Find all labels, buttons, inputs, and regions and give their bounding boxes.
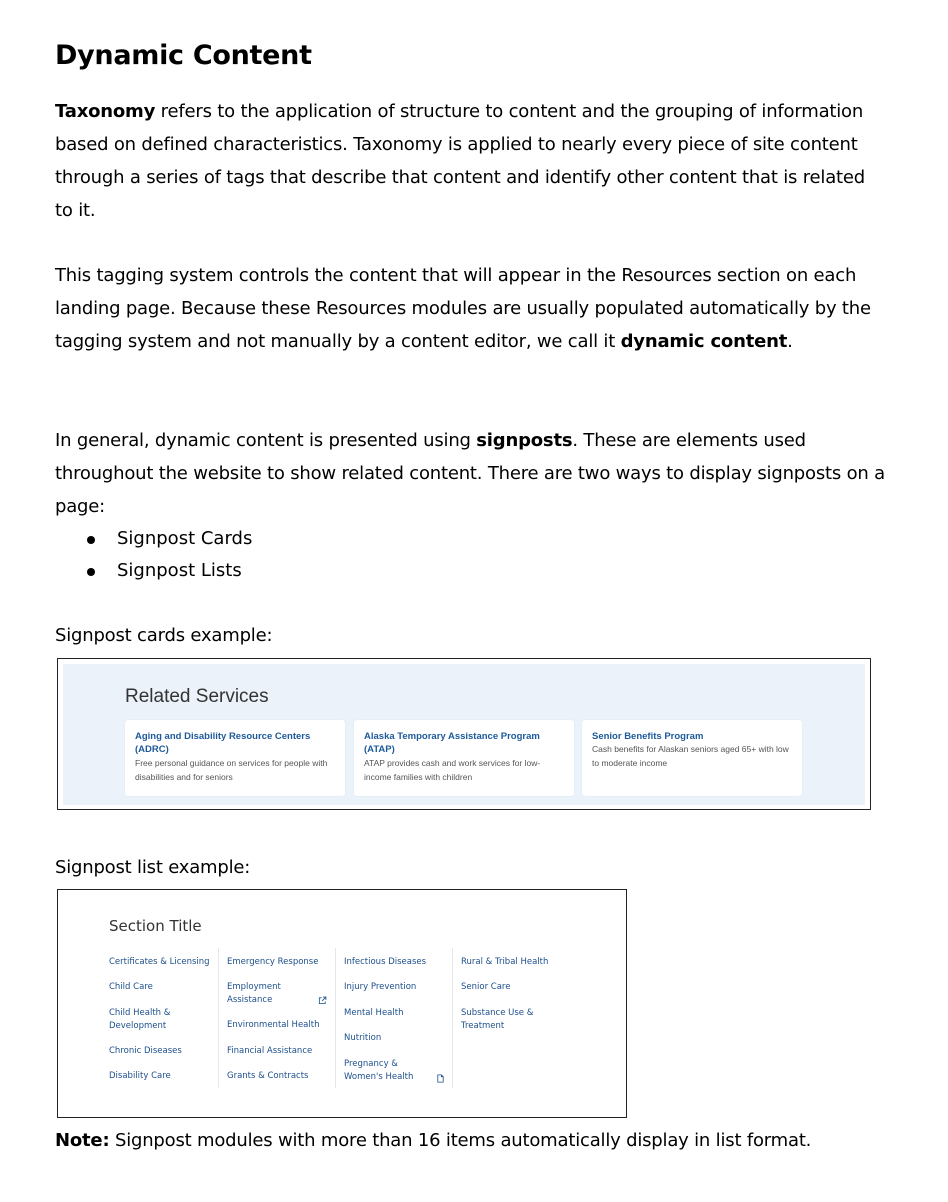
list-link[interactable]: Chronic Diseases	[109, 1046, 182, 1056]
list-link[interactable]: Employment Assistance	[227, 982, 281, 1005]
page-title: Dynamic Content	[55, 40, 312, 71]
paragraph-text: . These are elements used throughout the website to show related content. There are two ways to display signposts on a page:	[55, 430, 885, 517]
paragraph-text: This tagging system controls the content that will appear in the Resources section on each landing page. Because these Resources modules are usually populated automatically by the tagging system and not manually by a content editor, we call it	[55, 265, 871, 352]
signposts-paragraph	[55, 424, 885, 523]
note	[55, 1130, 811, 1151]
list-link[interactable]: Nutrition	[344, 1033, 382, 1043]
list-link[interactable]: Financial Assistance	[227, 1046, 313, 1056]
list-item-label: Signpost Lists	[117, 560, 242, 581]
signpost-card[interactable]	[125, 720, 345, 796]
list-link[interactable]: Child Health & Development	[109, 1008, 171, 1031]
taxonomy-paragraph	[55, 95, 885, 227]
list-link[interactable]: Disability Care	[109, 1071, 171, 1081]
list-column	[109, 948, 226, 1088]
list-link[interactable]: Emergency Response	[227, 957, 319, 967]
list-item	[85, 555, 252, 587]
list-item-label: Signpost Cards	[117, 528, 253, 549]
list-link[interactable]: Injury Prevention	[344, 982, 417, 992]
paragraph-text: refers to the application of structure to content and the grouping of information based on defined characteristics. Taxonomy is applied to nearly every piece of site content through a series of tags that describe that content and identify other content that is related to it.	[55, 101, 866, 221]
list-item	[85, 523, 252, 555]
bold-term: Taxonomy	[55, 101, 156, 122]
bold-term: dynamic content	[620, 331, 788, 352]
signpost-types-list	[85, 523, 252, 587]
list-link[interactable]: Mental Health	[344, 1008, 404, 1018]
note-label: Note:	[55, 1130, 110, 1151]
list-column	[452, 948, 570, 1088]
section-title: Section Title	[109, 917, 202, 935]
document-icon	[436, 1074, 445, 1083]
list-link[interactable]: Senior Care	[461, 982, 511, 992]
list-link[interactable]: Environmental Health	[227, 1020, 320, 1030]
signpost-list-example	[57, 889, 627, 1118]
card-title-link[interactable]: Alaska Temporary Assistance Program (ATAP)	[364, 731, 540, 755]
card-title-link[interactable]: Aging and Disability Resource Centers (ADRC)	[135, 731, 311, 755]
list-link[interactable]: Infectious Diseases	[344, 957, 427, 967]
list-column	[218, 948, 336, 1088]
card-description: ATAP provides cash and work services for low-income families with children	[364, 758, 541, 782]
card-description: Cash benefits for Alaskan seniors aged 65+ with low to moderate income	[592, 744, 789, 768]
external-link-icon	[318, 996, 327, 1005]
note-text: Signpost modules with more than 16 items automatically display in list format.	[109, 1130, 812, 1151]
list-link[interactable]: Grants & Contracts	[227, 1071, 309, 1081]
tagging-paragraph	[55, 259, 885, 358]
signpost-card[interactable]	[354, 720, 574, 796]
paragraph-text: In general, dynamic content is presented using	[55, 430, 477, 451]
list-link[interactable]: Certificates & Licensing	[109, 957, 210, 967]
paragraph-text: .	[787, 331, 793, 352]
bullet-icon	[87, 568, 95, 576]
list-column	[335, 948, 453, 1088]
module-title: Related Services	[125, 686, 269, 707]
list-link[interactable]: Substance Use & Treatment	[461, 1008, 534, 1031]
signpost-cards-example	[57, 658, 871, 810]
signpost-card[interactable]	[582, 720, 802, 796]
bold-term: signposts	[476, 430, 573, 451]
list-link[interactable]: Child Care	[109, 982, 153, 992]
list-link[interactable]: Pregnancy & Women's Health	[344, 1059, 414, 1082]
related-services-module	[63, 664, 865, 805]
list-link[interactable]: Rural & Tribal Health	[461, 957, 549, 967]
cards-example-label: Signpost cards example:	[55, 625, 273, 646]
card-description: Free personal guidance on services for people with disabilities and for seniors	[135, 758, 328, 782]
bullet-icon	[87, 536, 95, 544]
list-example-label: Signpost list example:	[55, 857, 251, 878]
card-title-link[interactable]: Senior Benefits Program	[592, 731, 704, 742]
